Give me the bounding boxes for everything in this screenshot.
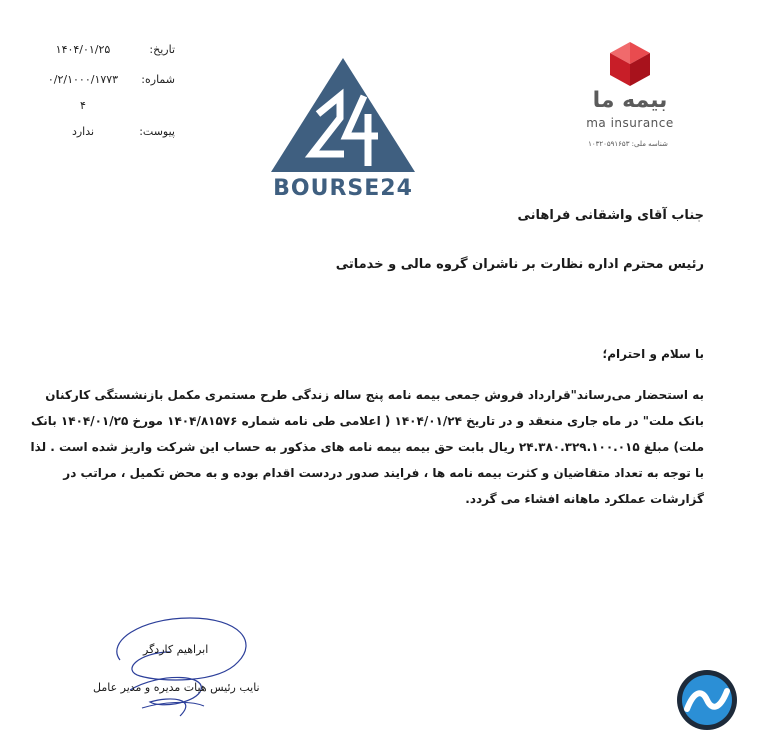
insurance-logo-icon	[606, 40, 654, 88]
body-line: بانک ملت" در ماه جاری منعقد و در تاریخ ۱۴۰۴/۰۱/۲۴ ( اعلامی طی نامه شماره ۱۴۰۴/۸۱۵۷۶ مورخ ۱۴۰۴/۰۱/۲۵ بانک	[30, 414, 704, 428]
attachment-value: ندارد	[71, 125, 95, 138]
salutation: با سلام و احترام؛	[602, 347, 704, 361]
signatory-name: ابراهیم کاردگر	[143, 643, 209, 656]
letter-number-value: ۰/۲/۱۰۰۰/۱۷۷۳	[47, 73, 119, 86]
insurance-national-id: شناسه ملی: ۱۰۳۲۰۵۹۱۶۵۳	[588, 140, 668, 148]
date-value: ۱۴۰۴/۰۱/۲۵	[55, 43, 111, 56]
attachment-label: پیوست:	[139, 125, 175, 138]
date-label: تاریخ:	[149, 43, 175, 56]
body-line: گزارشات عملکرد ماهانه افشاء می گردد.	[465, 492, 704, 506]
insurance-name: بیمه ما	[592, 88, 668, 113]
bourse24-logo-icon	[270, 56, 416, 174]
body-line: با توجه به تعداد متقاضیان و کثرت بیمه نامه ها ، فرایند صدور دردست اقدام بوده و به محض تکمیل ، مراتب در	[63, 466, 704, 480]
letter-body	[30, 382, 704, 512]
body-line: به استحضار می‌رساند"قرارداد فروش جمعی بیمه نامه پنج ساله زندگی طرح مستمری مکمل بازنشستگی کارکنان	[45, 388, 704, 402]
circular-brand-logo-icon	[676, 669, 738, 731]
signature-scribble-icon	[100, 612, 260, 722]
signatory-title: نایب رئیس هیات مدیره و مدیر عامل	[93, 681, 260, 694]
body-line: ملت) مبلغ ۲۴.۳۸۰.۳۲۹.۱۰۰.۰۱۵ ریال بابت حق بیمه بیمه نامه های مذکور به حساب این شرکت واریز شده است . لذا	[30, 440, 704, 454]
letter-number-label: شماره:	[141, 73, 175, 86]
recipient-title: رئیس محترم اداره نظارت بر ناشران گروه مالی و خدماتی	[335, 257, 704, 272]
insurance-latin-name: ma insurance	[586, 116, 674, 130]
letter-number-suffix: ۴	[80, 99, 86, 112]
recipient-name: جناب آقای واشقانی فراهانی	[517, 208, 704, 223]
bourse24-wordmark: BOURSE24	[273, 176, 413, 201]
